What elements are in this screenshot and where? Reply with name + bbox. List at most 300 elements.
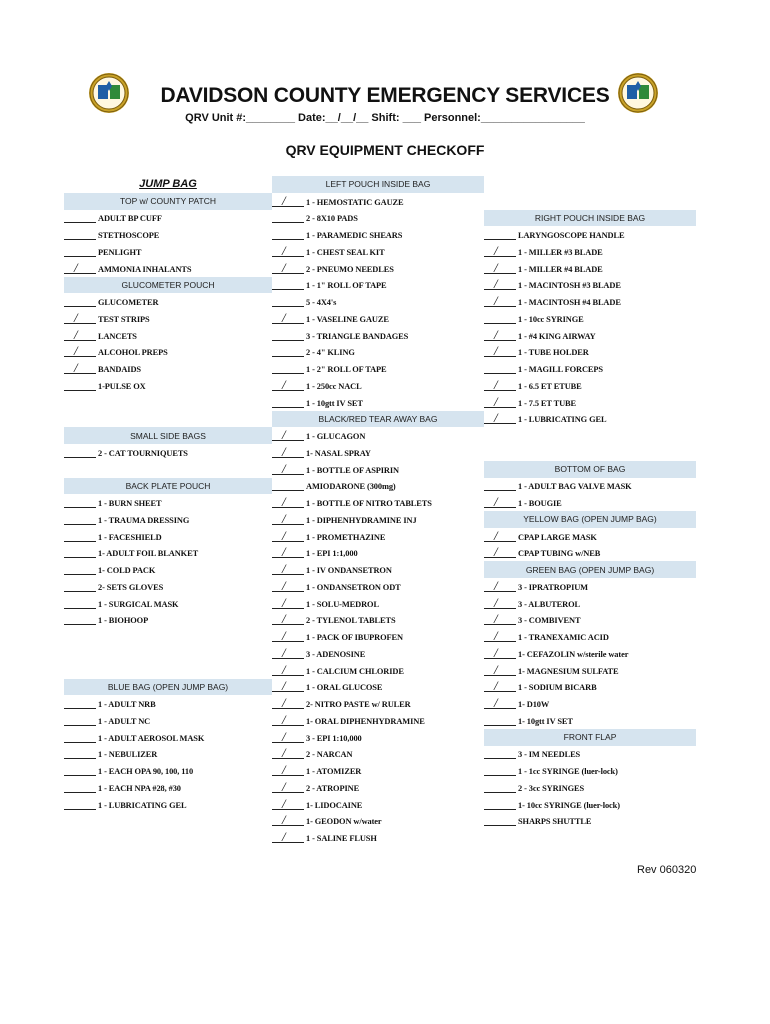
item-label: 1 - 1" ROLL OF TAPE bbox=[306, 281, 387, 291]
item-label: ALCOHOL PREPS bbox=[98, 348, 168, 358]
check-blank[interactable] bbox=[272, 192, 304, 208]
check-blank[interactable] bbox=[484, 393, 516, 409]
check-mark-icon: / bbox=[494, 293, 498, 308]
check-mark-icon: / bbox=[282, 778, 286, 794]
item-label: 3 - ADENOSINE bbox=[306, 649, 366, 659]
checklist-item bbox=[272, 427, 484, 444]
check-blank[interactable] bbox=[484, 326, 516, 342]
check-mark-icon: / bbox=[282, 494, 286, 509]
check-mark-icon: / bbox=[494, 661, 498, 677]
check-blank[interactable] bbox=[484, 577, 516, 593]
checklist-item bbox=[484, 277, 696, 294]
item-label: 2 - NARCAN bbox=[306, 750, 353, 760]
checklist-item bbox=[484, 360, 696, 377]
check-mark-icon: / bbox=[494, 393, 498, 409]
check-blank[interactable] bbox=[484, 814, 516, 826]
item-label: 1 - MACINTOSH #4 BLADE bbox=[518, 298, 621, 307]
revision-label: Rev 060320 bbox=[637, 864, 697, 876]
check-blank[interactable] bbox=[64, 379, 96, 391]
item-label: 1 - PROMETHAZINE bbox=[306, 532, 386, 542]
check-blank[interactable] bbox=[272, 764, 304, 776]
check-blank[interactable] bbox=[272, 644, 304, 660]
item-label: GLUCOMETER bbox=[98, 298, 159, 307]
check-blank[interactable] bbox=[484, 630, 516, 642]
check-blank[interactable] bbox=[64, 597, 96, 609]
checklist-item bbox=[272, 662, 484, 679]
check-blank[interactable] bbox=[272, 680, 304, 692]
checklist-item bbox=[484, 478, 696, 495]
item-label: 1- D10W bbox=[518, 700, 550, 709]
item-label: 1 - BURN SHEET bbox=[98, 499, 162, 508]
check-blank[interactable] bbox=[484, 362, 516, 374]
check-blank[interactable] bbox=[484, 295, 516, 307]
checklist-item bbox=[484, 695, 696, 712]
checklist-item bbox=[272, 461, 484, 478]
checklist-item bbox=[272, 645, 484, 662]
spacer-row bbox=[484, 427, 696, 444]
check-mark-icon: / bbox=[494, 242, 498, 258]
check-blank[interactable] bbox=[484, 479, 516, 491]
checklist-item bbox=[484, 327, 696, 344]
section-header: BOTTOM OF BAG bbox=[484, 461, 696, 478]
checklist-item bbox=[484, 662, 696, 679]
item-label: 1 - #4 KING AIRWAY bbox=[518, 331, 596, 341]
section-header: FRONT FLAP bbox=[484, 729, 696, 746]
item-label: 2 - 8X10 PADS bbox=[306, 214, 358, 224]
section-header: RIGHT POUCH INSIDE BAG bbox=[484, 210, 696, 227]
check-mark-icon: / bbox=[494, 644, 498, 660]
check-blank[interactable] bbox=[272, 443, 304, 459]
check-mark-icon: / bbox=[282, 661, 286, 677]
check-blank[interactable] bbox=[484, 376, 516, 392]
checklist-item bbox=[64, 545, 272, 562]
check-mark-icon: / bbox=[282, 611, 286, 627]
check-blank[interactable] bbox=[484, 259, 516, 275]
check-mark-icon: / bbox=[494, 494, 498, 509]
check-blank[interactable] bbox=[64, 211, 96, 223]
check-blank[interactable] bbox=[484, 680, 516, 692]
checklist-item bbox=[272, 561, 484, 578]
checklist-item bbox=[272, 226, 484, 243]
checklist-item bbox=[64, 293, 272, 310]
check-blank[interactable] bbox=[484, 798, 516, 810]
check-mark-icon: / bbox=[282, 443, 286, 459]
item-label: 2- SETS GLOVES bbox=[98, 582, 164, 592]
item-label: AMIODARONE (300mg) bbox=[306, 482, 396, 492]
checklist-item bbox=[64, 746, 272, 763]
item-label: 1 - SALINE FLUSH bbox=[306, 834, 377, 843]
item-label: 1 - ONDANSETRON ODT bbox=[306, 582, 401, 592]
item-label: 1 - IV ONDANSETRON bbox=[306, 566, 392, 575]
item-label: 1- GEODON w/water bbox=[306, 817, 382, 827]
checklist-item bbox=[64, 796, 272, 813]
item-label: 1 - TRAUMA DRESSING bbox=[98, 515, 190, 525]
checklist-item bbox=[272, 344, 484, 361]
check-blank[interactable] bbox=[272, 329, 304, 341]
checklist-item bbox=[272, 310, 484, 327]
check-mark-icon: / bbox=[74, 326, 78, 342]
item-label: STETHOSCOPE bbox=[98, 231, 160, 240]
check-mark-icon: / bbox=[282, 812, 286, 828]
item-label: 2- NITRO PASTE w/ RULER bbox=[306, 700, 411, 709]
checklist-item bbox=[272, 377, 484, 394]
check-mark-icon: / bbox=[494, 527, 498, 543]
check-blank[interactable] bbox=[64, 546, 96, 558]
check-mark-icon: / bbox=[282, 510, 286, 526]
check-blank[interactable] bbox=[484, 412, 516, 424]
check-blank[interactable] bbox=[484, 278, 516, 290]
check-blank[interactable] bbox=[484, 496, 516, 508]
check-mark-icon: / bbox=[282, 628, 286, 643]
checklist-item bbox=[272, 729, 484, 746]
item-label: 1 - PACK OF IBUPROFEN bbox=[306, 633, 403, 642]
checklist-item bbox=[484, 578, 696, 595]
item-label: 3 - IM NEEDLES bbox=[518, 750, 581, 760]
check-blank[interactable] bbox=[272, 228, 304, 240]
checklist-item bbox=[272, 628, 484, 645]
check-blank[interactable] bbox=[484, 546, 516, 558]
item-label: 1 - ADULT AEROSOL MASK bbox=[98, 733, 205, 743]
checklist-item bbox=[64, 444, 272, 461]
check-blank[interactable] bbox=[64, 496, 96, 508]
item-label: 1 - BIOHOOP bbox=[98, 616, 149, 626]
item-label: 1 - MACINTOSH #3 BLADE bbox=[518, 281, 621, 291]
check-blank[interactable] bbox=[64, 764, 96, 776]
item-label: 1 - BOTTLE OF ASPIRIN bbox=[306, 465, 399, 475]
checklist-item bbox=[484, 628, 696, 645]
check-blank[interactable] bbox=[484, 345, 516, 357]
check-blank[interactable] bbox=[272, 546, 304, 558]
checklist-item bbox=[484, 226, 696, 243]
check-mark-icon: / bbox=[282, 829, 286, 844]
checklist-item bbox=[64, 494, 272, 511]
checklist-item bbox=[64, 310, 272, 327]
page-title: DAVIDSON COUNTY EMERGENCY SERVICES bbox=[160, 84, 610, 107]
check-mark-icon: / bbox=[494, 611, 498, 627]
column-right bbox=[484, 176, 696, 829]
checklist-item bbox=[484, 310, 696, 327]
check-mark-icon: / bbox=[494, 577, 498, 593]
item-label: CPAP LARGE MASK bbox=[518, 532, 597, 542]
checklist-item bbox=[272, 762, 484, 779]
check-blank[interactable] bbox=[484, 764, 516, 776]
check-mark-icon: / bbox=[282, 242, 286, 258]
item-label: 1 - LUBRICATING GEL bbox=[98, 800, 187, 810]
checklist-item bbox=[64, 561, 272, 578]
checklist-item bbox=[484, 595, 696, 612]
item-label: 3 - COMBIVENT bbox=[518, 616, 581, 626]
item-label: 1- ORAL DIPHENHYDRAMINE bbox=[306, 716, 425, 726]
check-blank[interactable] bbox=[272, 747, 304, 759]
check-blank[interactable] bbox=[64, 326, 96, 342]
check-blank[interactable] bbox=[272, 259, 304, 275]
check-blank[interactable] bbox=[64, 228, 96, 240]
check-blank[interactable] bbox=[484, 697, 516, 709]
checklist-item bbox=[272, 679, 484, 696]
checklist-item bbox=[484, 746, 696, 763]
check-blank[interactable] bbox=[272, 510, 304, 526]
checklist-item bbox=[484, 377, 696, 394]
check-blank[interactable] bbox=[484, 242, 516, 258]
check-blank[interactable] bbox=[64, 245, 96, 257]
checklist-item bbox=[64, 779, 272, 796]
checklist-item bbox=[484, 243, 696, 260]
item-label: 1 - 10cc SYRINGE bbox=[518, 314, 584, 324]
check-blank[interactable] bbox=[272, 577, 304, 593]
checklist-item bbox=[272, 260, 484, 277]
item-label: 1 - LUBRICATING GEL bbox=[518, 415, 607, 425]
check-blank[interactable] bbox=[272, 376, 304, 392]
item-label: 2 - TYLENOL TABLETS bbox=[306, 616, 396, 626]
spacer-row bbox=[484, 176, 696, 193]
item-label: 1- MAGNESIUM SULFATE bbox=[518, 666, 619, 676]
item-label: SHARPS SHUTTLE bbox=[518, 817, 592, 827]
check-mark-icon: / bbox=[74, 259, 78, 275]
checklist-item bbox=[484, 796, 696, 813]
section-header: BLUE BAG (OPEN JUMP BAG) bbox=[64, 679, 272, 696]
check-blank[interactable] bbox=[272, 496, 304, 508]
check-blank[interactable] bbox=[484, 714, 516, 726]
check-blank[interactable] bbox=[484, 781, 516, 793]
check-blank[interactable] bbox=[484, 644, 516, 660]
item-label: 1 - ORAL GLUCOSE bbox=[306, 683, 383, 693]
item-label: 2 - 3cc SYRINGES bbox=[518, 783, 585, 793]
spacer-row bbox=[484, 193, 696, 210]
item-label: 3 - EPI 1:10,000 bbox=[306, 733, 362, 743]
check-mark-icon: / bbox=[282, 376, 286, 392]
check-mark-icon: / bbox=[282, 427, 286, 442]
check-mark-icon: / bbox=[494, 259, 498, 275]
check-blank[interactable] bbox=[64, 513, 96, 525]
item-label: PENLIGHT bbox=[98, 247, 142, 257]
item-label: 1 - 7.5 ET TUBE bbox=[518, 398, 576, 408]
check-blank[interactable] bbox=[272, 711, 304, 727]
spacer-row bbox=[64, 461, 272, 478]
check-mark-icon: / bbox=[282, 728, 286, 744]
check-blank[interactable] bbox=[272, 211, 304, 223]
check-blank[interactable] bbox=[272, 429, 304, 441]
check-blank[interactable] bbox=[64, 613, 96, 625]
checklist-item bbox=[272, 511, 484, 528]
spacer-row bbox=[64, 662, 272, 679]
check-blank[interactable] bbox=[272, 295, 304, 307]
check-blank[interactable] bbox=[64, 747, 96, 759]
check-mark-icon: / bbox=[282, 695, 286, 710]
check-blank[interactable] bbox=[64, 309, 96, 325]
item-label: 1- LIDOCAINE bbox=[306, 800, 363, 810]
check-mark-icon: / bbox=[494, 695, 498, 710]
check-mark-icon: / bbox=[282, 745, 286, 761]
checklist-item bbox=[484, 293, 696, 310]
item-label: 3 - TRIANGLE BANDAGES bbox=[306, 331, 409, 341]
check-mark-icon: / bbox=[494, 678, 498, 694]
section-header: TOP w/ COUNTY PATCH bbox=[64, 193, 272, 210]
item-label: 1 - SOLU-MEDROL bbox=[306, 599, 379, 609]
checklist-item bbox=[484, 528, 696, 545]
spacer-row bbox=[64, 645, 272, 662]
section-header: BLACK/RED TEAR AWAY BAG bbox=[272, 411, 484, 428]
spacer-row bbox=[64, 411, 272, 428]
checklist-item bbox=[484, 779, 696, 796]
item-label: 2 - ATROPINE bbox=[306, 783, 360, 793]
item-label: 1 - PARAMEDIC SHEARS bbox=[306, 231, 403, 240]
item-label: 1 - EACH OPA 90, 100, 110 bbox=[98, 767, 194, 776]
checklist-item bbox=[272, 243, 484, 260]
check-blank[interactable] bbox=[64, 362, 96, 374]
check-mark-icon: / bbox=[494, 628, 498, 643]
checklist-item bbox=[272, 746, 484, 763]
check-blank[interactable] bbox=[272, 831, 304, 843]
check-blank[interactable] bbox=[64, 259, 96, 275]
item-label: 1 - MILLER #3 BLADE bbox=[518, 247, 603, 257]
item-label: 1 - MILLER #4 BLADE bbox=[518, 264, 603, 274]
check-blank[interactable] bbox=[484, 228, 516, 240]
check-blank[interactable] bbox=[272, 563, 304, 575]
item-label: 1 - TRANEXAMIC ACID bbox=[518, 633, 609, 642]
checklist-item bbox=[64, 377, 272, 394]
checklist-item bbox=[272, 277, 484, 294]
item-label: 3 - IPRATROPIUM bbox=[518, 582, 588, 592]
check-blank[interactable] bbox=[272, 728, 304, 744]
item-label: 1- COLD PACK bbox=[98, 566, 156, 575]
item-label: 1 - 10gtt IV SET bbox=[306, 398, 363, 408]
check-blank[interactable] bbox=[272, 661, 304, 677]
checklist-item bbox=[272, 327, 484, 344]
check-blank[interactable] bbox=[64, 446, 96, 458]
check-blank[interactable] bbox=[272, 594, 304, 610]
check-mark-icon: / bbox=[494, 343, 498, 359]
spacer-row bbox=[64, 394, 272, 411]
check-mark-icon: / bbox=[282, 259, 286, 275]
check-blank[interactable] bbox=[64, 580, 96, 592]
check-blank[interactable] bbox=[484, 312, 516, 324]
check-blank[interactable] bbox=[272, 814, 304, 826]
check-mark-icon: / bbox=[282, 544, 286, 560]
spacer-row bbox=[64, 628, 272, 645]
check-blank[interactable] bbox=[272, 345, 304, 357]
check-mark-icon: / bbox=[282, 795, 286, 811]
section-header: SMALL SIDE BAGS bbox=[64, 427, 272, 444]
check-blank[interactable] bbox=[272, 460, 304, 476]
item-label: 1-PULSE OX bbox=[98, 381, 146, 391]
item-label: 1 - ADULT NC bbox=[98, 716, 151, 726]
check-mark-icon: / bbox=[74, 309, 78, 325]
check-blank[interactable] bbox=[484, 661, 516, 677]
item-label: 1 - BOTTLE OF NITRO TABLETS bbox=[306, 499, 432, 508]
checklist-item bbox=[484, 411, 696, 428]
check-blank[interactable] bbox=[64, 530, 96, 542]
check-blank[interactable] bbox=[64, 345, 96, 357]
check-mark-icon: / bbox=[494, 410, 498, 426]
item-label: 1 - CALCIUM CHLORIDE bbox=[306, 666, 404, 676]
check-blank[interactable] bbox=[64, 714, 96, 726]
check-blank[interactable] bbox=[64, 295, 96, 307]
item-label: 1 - 2" ROLL OF TAPE bbox=[306, 365, 387, 374]
item-label: 1- NASAL SPRAY bbox=[306, 448, 371, 458]
checklist-item bbox=[272, 478, 484, 495]
item-label: 5 - 4X4's bbox=[306, 298, 337, 307]
check-blank[interactable] bbox=[64, 798, 96, 810]
check-blank[interactable] bbox=[272, 396, 304, 408]
section-header: YELLOW BAG (OPEN JUMP BAG) bbox=[484, 511, 696, 528]
check-mark-icon: / bbox=[494, 376, 498, 392]
checklist-item bbox=[272, 528, 484, 545]
item-label: ADULT BP CUFF bbox=[98, 214, 162, 224]
checklist-item bbox=[272, 712, 484, 729]
check-blank[interactable] bbox=[484, 747, 516, 759]
item-label: 1- CEFAZOLIN w/sterile water bbox=[518, 649, 629, 659]
check-blank[interactable] bbox=[272, 242, 304, 258]
check-mark-icon: / bbox=[74, 343, 78, 359]
check-blank[interactable] bbox=[64, 731, 96, 743]
check-mark-icon: / bbox=[282, 711, 286, 727]
checklist-item bbox=[484, 712, 696, 729]
check-blank[interactable] bbox=[272, 309, 304, 325]
item-label: 3 - ALBUTEROL bbox=[518, 599, 580, 609]
checklist-item bbox=[484, 645, 696, 662]
item-label: AMMONIA INHALANTS bbox=[98, 264, 192, 274]
check-blank[interactable] bbox=[64, 781, 96, 793]
check-blank[interactable] bbox=[64, 563, 96, 575]
check-blank[interactable] bbox=[272, 613, 304, 625]
item-label: CPAP TUBING w/NEB bbox=[518, 549, 601, 559]
section-title: JUMP BAG bbox=[64, 176, 272, 193]
item-label: 1 - CHEST SEAL KIT bbox=[306, 247, 385, 257]
check-blank[interactable] bbox=[272, 362, 304, 374]
item-label: 1 - MAGILL FORCEPS bbox=[518, 365, 603, 374]
item-label: 1 - GLUCAGON bbox=[306, 432, 366, 441]
checklist-item bbox=[64, 243, 272, 260]
checklist-item bbox=[272, 444, 484, 461]
check-blank[interactable] bbox=[272, 697, 304, 709]
check-mark-icon: / bbox=[494, 326, 498, 342]
checklist-item bbox=[64, 210, 272, 227]
checklist-item bbox=[64, 226, 272, 243]
check-mark-icon: / bbox=[282, 678, 286, 694]
check-mark-icon: / bbox=[282, 192, 286, 208]
item-label: 1 - EACH NPA #28, #30 bbox=[98, 783, 181, 793]
checklist-item bbox=[64, 511, 272, 528]
check-blank[interactable] bbox=[272, 278, 304, 290]
check-blank[interactable] bbox=[272, 527, 304, 543]
check-mark-icon: / bbox=[282, 644, 286, 660]
check-blank[interactable] bbox=[272, 630, 304, 642]
checklist-item bbox=[64, 360, 272, 377]
checklist-item bbox=[484, 813, 696, 830]
checklist-item bbox=[484, 494, 696, 511]
check-blank[interactable] bbox=[64, 697, 96, 709]
item-label: 1 - ATOMIZER bbox=[306, 767, 362, 776]
item-label: 1 - BOUGIE bbox=[518, 499, 562, 508]
check-blank[interactable] bbox=[272, 778, 304, 794]
checklist-item bbox=[484, 394, 696, 411]
checklist-item bbox=[272, 779, 484, 796]
checklist-item bbox=[272, 796, 484, 813]
item-label: 1 - NEBULIZER bbox=[98, 750, 158, 760]
item-label: BANDAIDS bbox=[98, 365, 141, 374]
check-blank[interactable] bbox=[484, 527, 516, 543]
item-label: 1- 10cc SYRINGE (luer-lock) bbox=[518, 800, 620, 810]
check-blank[interactable] bbox=[484, 613, 516, 625]
check-blank[interactable] bbox=[272, 479, 304, 491]
checklist-item bbox=[484, 762, 696, 779]
checklist-item bbox=[64, 344, 272, 361]
checklist-item bbox=[64, 595, 272, 612]
item-label: 1 - FACESHIELD bbox=[98, 532, 162, 542]
check-blank[interactable] bbox=[272, 795, 304, 811]
check-blank[interactable] bbox=[484, 594, 516, 610]
checklist-item bbox=[484, 612, 696, 629]
